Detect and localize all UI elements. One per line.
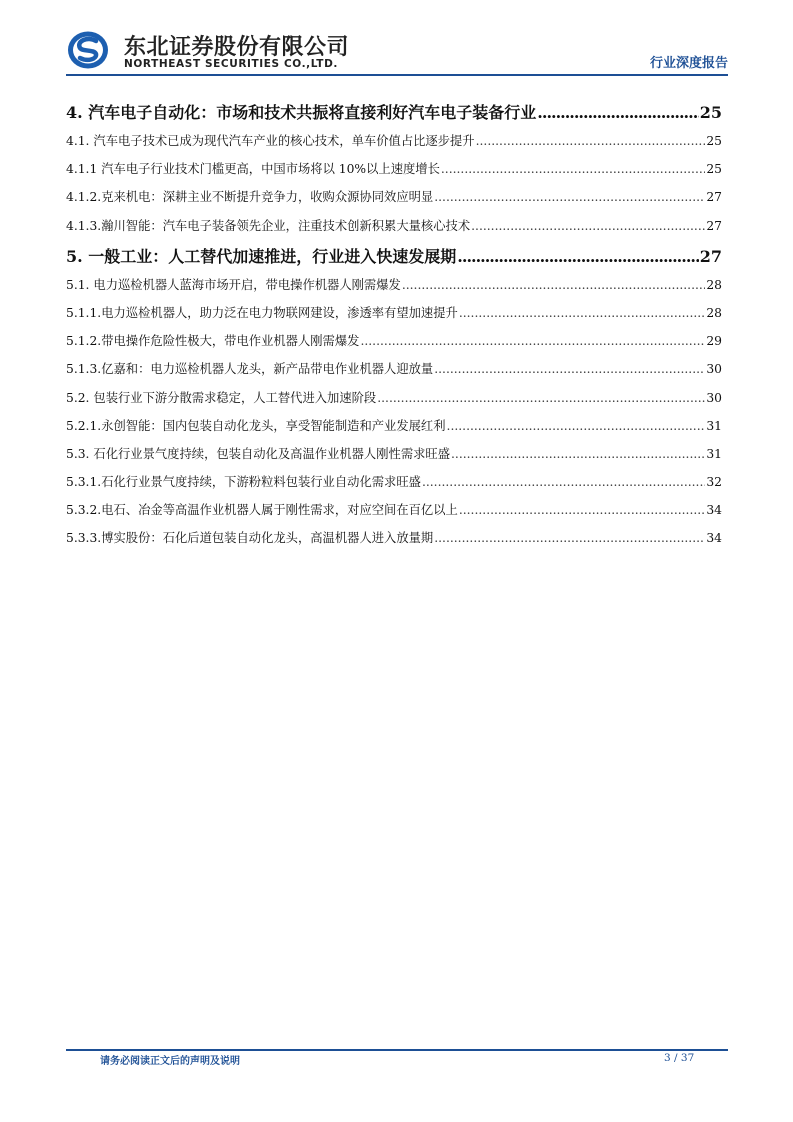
- toc-leader-dots: [457, 247, 698, 266]
- toc-entry-page: 34: [706, 531, 722, 546]
- toc-entry-page: 30: [706, 362, 722, 377]
- company-name-cn: 东北证券股份有限公司: [124, 35, 350, 60]
- toc-leader-dots: [434, 362, 705, 376]
- toc-entry-title: 5. 一般工业：人工替代加速推进，行业进入快速发展期: [66, 246, 457, 266]
- toc-entry[interactable]: [66, 500, 722, 518]
- toc-entry[interactable]: [66, 159, 722, 177]
- toc-entry[interactable]: [66, 275, 722, 293]
- toc-entry[interactable]: [66, 528, 722, 546]
- toc-entry-page: 31: [706, 446, 722, 461]
- toc-leader-dots: [377, 391, 705, 405]
- toc-entry-page: 34: [706, 503, 722, 518]
- header-divider: [66, 74, 728, 76]
- toc-entry[interactable]: [66, 416, 722, 434]
- toc-entry[interactable]: [66, 359, 722, 377]
- toc-entry[interactable]: [66, 303, 722, 321]
- toc-entry-page: 25: [699, 103, 722, 122]
- toc-leader-dots: [471, 219, 705, 233]
- toc-entry-title: 5.3.3.博实股份：石化后道包装自动化龙头，高温机器人进入放量期: [66, 531, 434, 546]
- toc-entry[interactable]: [66, 187, 722, 205]
- toc-leader-dots: [459, 306, 706, 320]
- northeast-securities-logo-icon: [66, 30, 110, 70]
- toc-entry-page: 32: [706, 475, 722, 490]
- toc-entry[interactable]: [66, 216, 722, 234]
- toc-entry-title: 5.2.1.永创智能：国内包装自动化龙头，享受智能制造和产业发展红利: [66, 418, 446, 433]
- toc-entry-title: 4.1.3.瀚川智能：汽车电子装备领先企业，注重技术创新积累大量核心技术: [66, 218, 471, 233]
- toc-entry-page: 31: [706, 418, 722, 433]
- company-name-en: NORTHEAST SECURITIES CO.,LTD.: [124, 58, 338, 70]
- footer-divider: [66, 1049, 728, 1051]
- toc-entry[interactable]: [66, 472, 722, 490]
- toc-entry[interactable]: [66, 244, 722, 266]
- toc-entry-title: 4.1.2.克来机电：深耕主业不断提升竞争力，收购众源协同效应明显: [66, 190, 434, 205]
- table-of-contents: [66, 100, 722, 557]
- toc-entry[interactable]: [66, 131, 722, 149]
- toc-leader-dots: [434, 531, 705, 545]
- toc-entry-title: 5.2. 包装行业下游分散需求稳定，人工替代进入加速阶段: [66, 390, 377, 405]
- toc-entry-page: 25: [706, 134, 722, 148]
- page-header: [66, 28, 728, 74]
- toc-leader-dots: [402, 278, 706, 292]
- toc-leader-dots: [360, 334, 705, 348]
- toc-leader-dots: [476, 134, 706, 148]
- page-number: 3 / 37: [664, 1052, 695, 1064]
- toc-entry-title: 4. 汽车电子自动化：市场和技术共振将直接利好汽车电子装备行业: [66, 103, 537, 122]
- toc-entry-page: 27: [699, 246, 722, 266]
- footer-disclaimer: 请务必阅读正文后的声明及说明: [100, 1056, 240, 1067]
- toc-entry-title: 5.1. 电力巡检机器人蓝海市场开启，带电操作机器人刚需爆发: [66, 277, 401, 292]
- toc-entry-page: 30: [706, 390, 722, 405]
- toc-entry-title: 5.3.1.石化行业景气度持续，下游粉粒料包装行业自动化需求旺盛: [66, 475, 421, 490]
- toc-entry-title: 5.3.2.电石、冶金等高温作业机器人属于刚性需求，对应空间在百亿以上: [66, 503, 458, 518]
- toc-entry-title: 5.1.1.电力巡检机器人，助力泛在电力物联网建设，渗透率有望加速提升: [66, 305, 458, 320]
- toc-entry-title: 5.1.3.亿嘉和：电力巡检机器人龙头，新产品带电作业机器人迎放量: [66, 362, 434, 377]
- toc-entry-page: 27: [706, 218, 722, 233]
- toc-leader-dots: [422, 475, 705, 489]
- toc-leader-dots: [451, 447, 705, 461]
- toc-entry-page: 29: [706, 334, 722, 349]
- toc-entry-title: 5.1.2.带电操作危险性极大，带电作业机器人刚需爆发: [66, 334, 360, 349]
- toc-entry-page: 28: [706, 305, 722, 320]
- toc-entry-title: 4.1.1 汽车电子行业技术门槛更高，中国市场将以 10%以上速度增长: [66, 162, 440, 177]
- toc-entry[interactable]: [66, 444, 722, 462]
- toc-entry[interactable]: [66, 388, 722, 406]
- toc-entry-page: 28: [706, 277, 722, 292]
- toc-leader-dots: [459, 503, 706, 517]
- toc-entry-title: 4.1. 汽车电子技术已成为现代汽车产业的核心技术，单车价值占比逐步提升: [66, 134, 475, 148]
- toc-leader-dots: [537, 103, 698, 122]
- toc-leader-dots: [447, 419, 706, 433]
- toc-entry-page: 27: [706, 190, 722, 205]
- toc-entry-page: 25: [706, 162, 722, 177]
- toc-entry[interactable]: [66, 100, 722, 122]
- toc-entry[interactable]: [66, 331, 722, 349]
- report-type-label: 行业深度报告: [649, 56, 728, 71]
- toc-leader-dots: [434, 190, 705, 204]
- toc-leader-dots: [441, 162, 705, 176]
- toc-entry-title: 5.3. 石化行业景气度持续，包装自动化及高温作业机器人刚性需求旺盛: [66, 446, 451, 461]
